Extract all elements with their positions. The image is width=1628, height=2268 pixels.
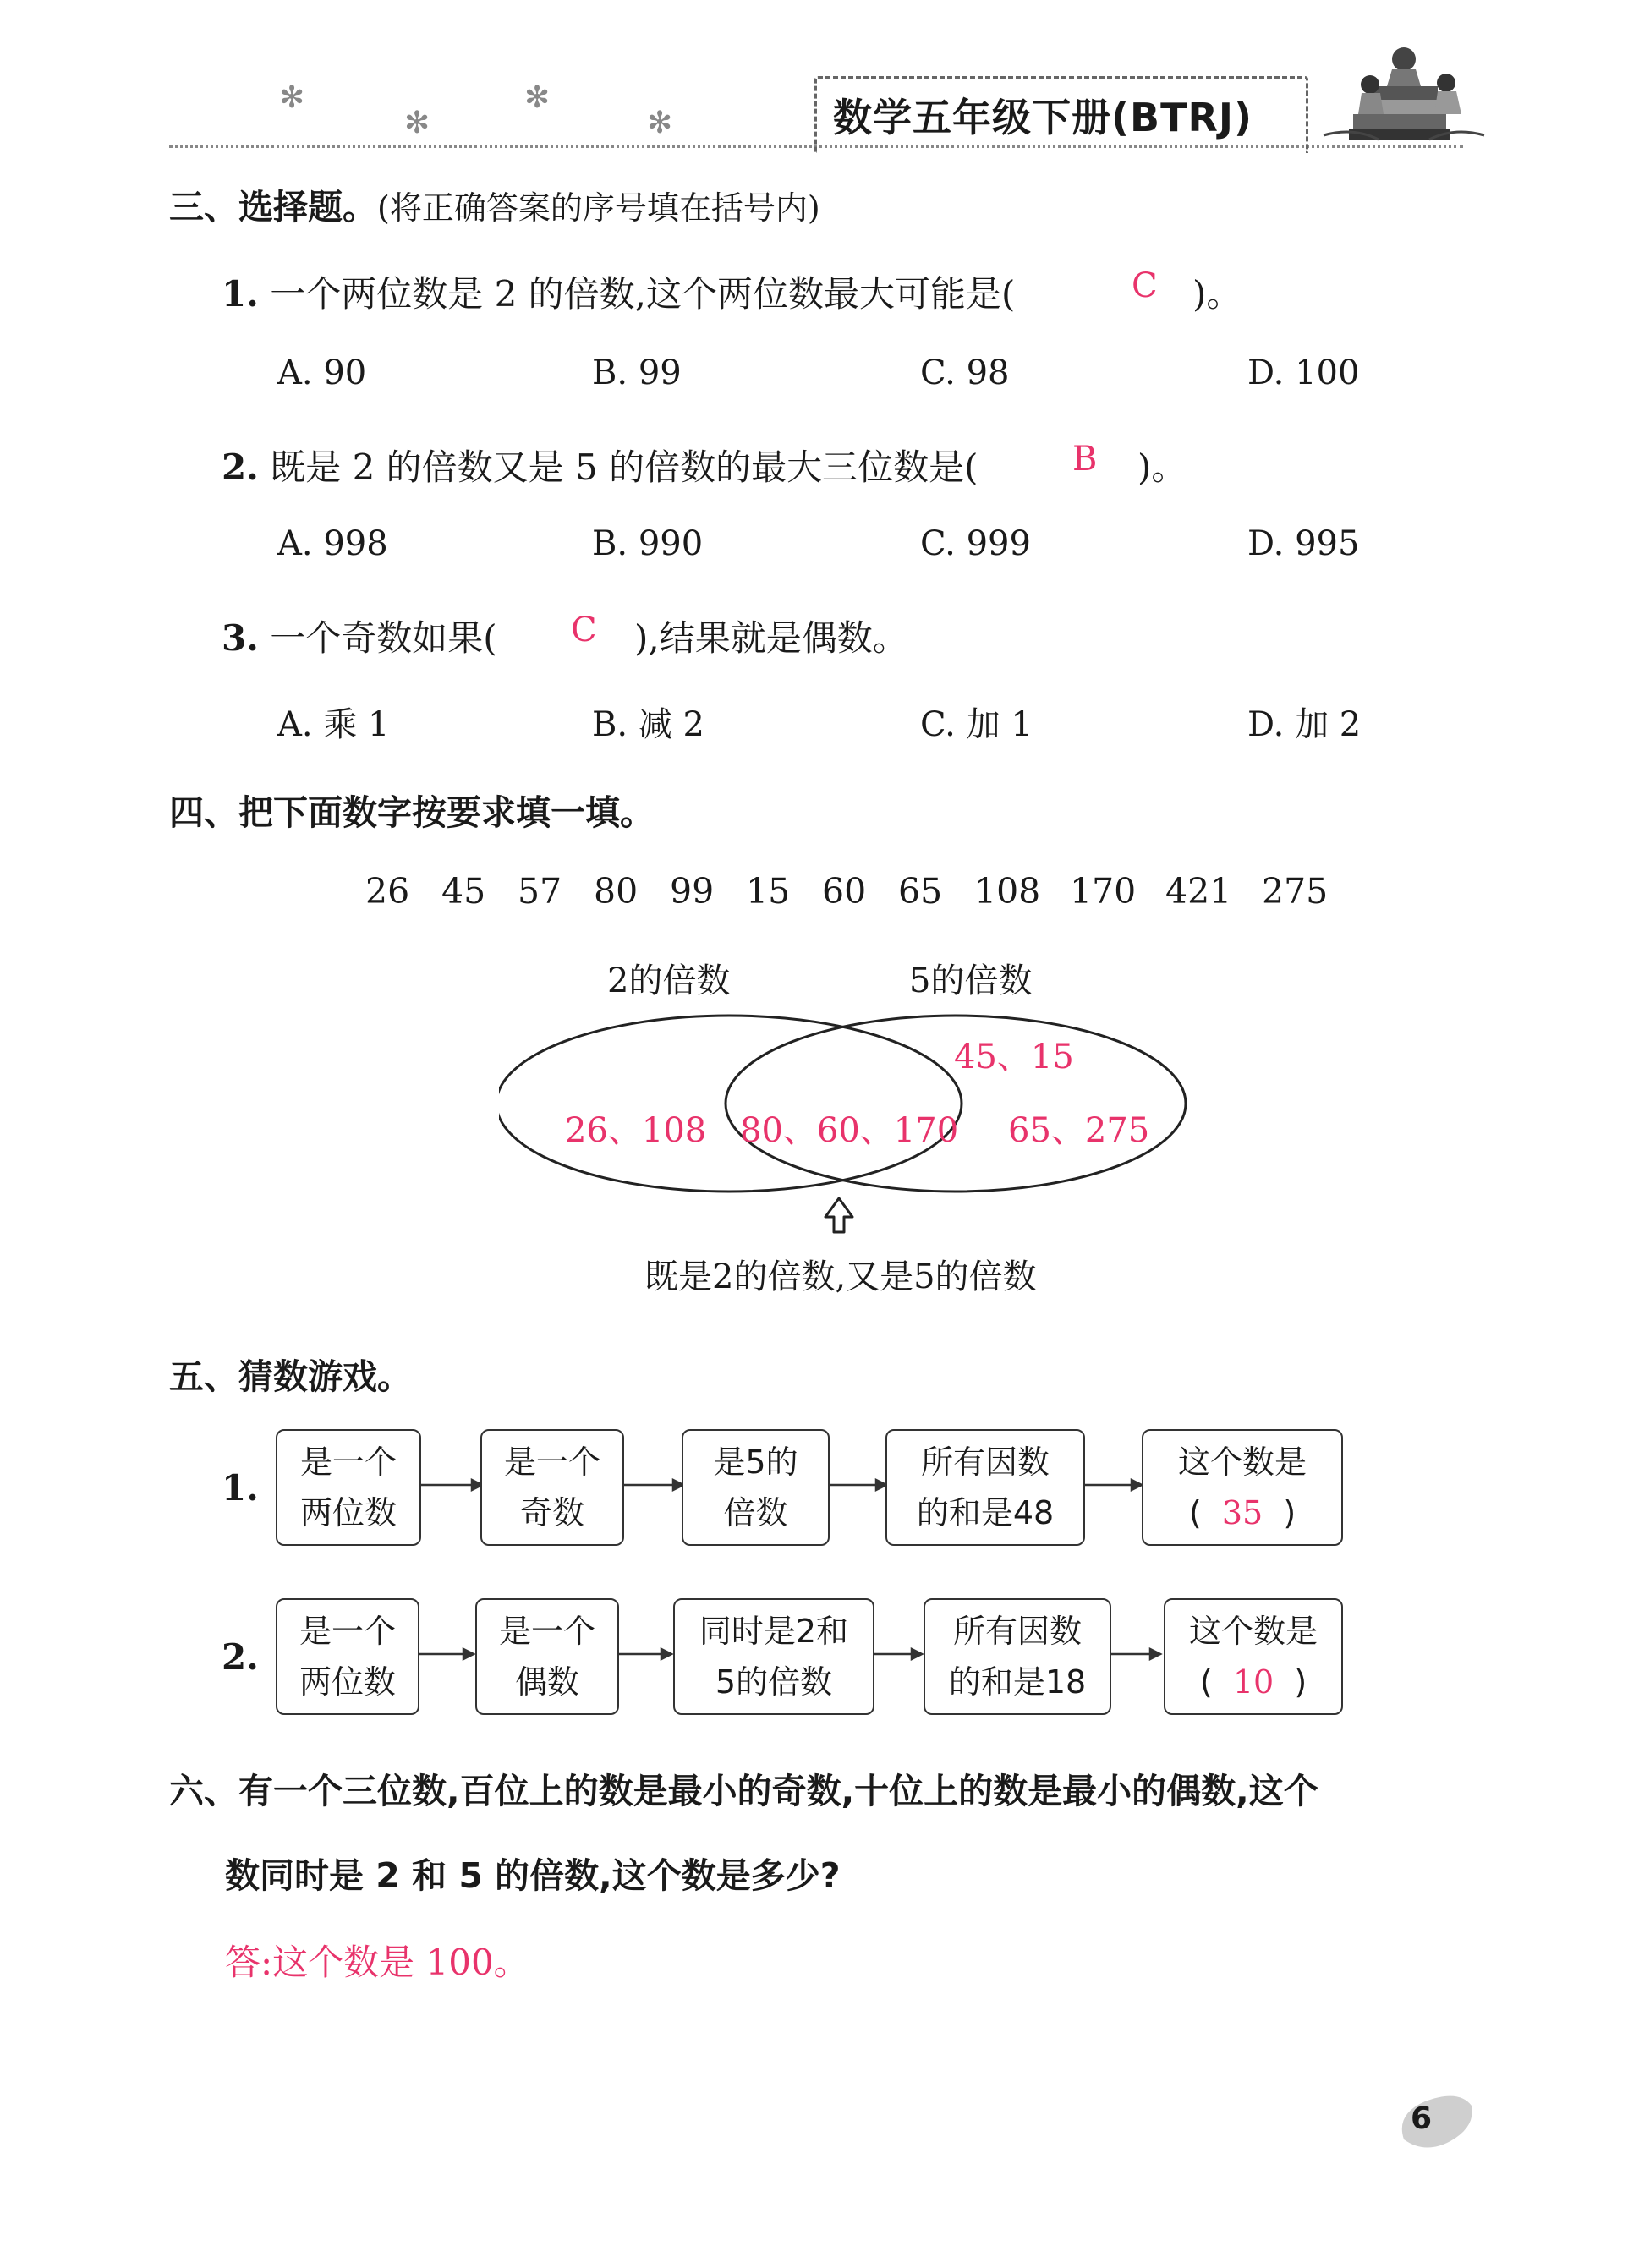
venn-both-values: 80、60、170 (740, 1111, 959, 1150)
question-text: 一个奇数如果( (270, 617, 497, 659)
flow-box (276, 1598, 419, 1715)
section6-line2: 数同时是 2 和 5 的倍数,这个数是多少? (225, 1855, 841, 1896)
number-item: 15 (746, 871, 791, 912)
snowflake-icon: ✻ (524, 80, 551, 115)
flow-answer: 10 (1232, 1663, 1274, 1701)
venn-left-label: 2的倍数 (607, 961, 731, 1000)
number-item: 65 (898, 871, 943, 912)
venn-right-top-values: 45、15 (954, 1038, 1074, 1076)
section3-title: 三、选择题。 (169, 187, 377, 227)
option-a: A. 998 (277, 524, 388, 563)
option-d: D. 995 (1247, 524, 1360, 563)
flow-box (885, 1429, 1085, 1546)
flow-box-line: 同时是2和 (699, 1613, 849, 1650)
option-b: B. 990 (592, 524, 704, 563)
flow-box-line: 这个数是 (1177, 1444, 1307, 1481)
flow-box-line: 的和是48 (916, 1494, 1055, 1531)
flow-row-number: 2. (222, 1636, 259, 1678)
flow-box-line: 偶数 (514, 1663, 579, 1701)
number-item: 170 (1070, 871, 1137, 912)
section6-answer: 答:这个数是 100。 (225, 1942, 529, 1983)
flow-result-line: ( 35 ) (1188, 1494, 1296, 1531)
section4-title: 四、把下面数字按要求填一填。 (169, 792, 655, 833)
option-a: A. 乘 1 (277, 705, 390, 744)
flow-box-line: 倍数 (723, 1494, 788, 1531)
flow-box (480, 1429, 624, 1546)
question-2 (222, 440, 978, 490)
flow-box-line: 是一个 (498, 1613, 595, 1650)
flow-box (475, 1598, 619, 1715)
flow-answer: 35 (1221, 1494, 1263, 1531)
flow-result-line: ( 10 ) (1199, 1663, 1307, 1701)
page-number-badge (1391, 2089, 1476, 2156)
snowflake-icon: ✻ (647, 106, 673, 140)
venn-arrow-caption: 既是2的倍数,又是5的倍数 (644, 1257, 1037, 1296)
option-d: D. 100 (1247, 353, 1360, 392)
question-close: ),结果就是偶数。 (634, 617, 908, 659)
option-c: C. 加 1 (920, 705, 1033, 744)
venn-right-only-values: 65、275 (1008, 1111, 1150, 1150)
number-item: 26 (365, 871, 410, 912)
flow-box-line: 5的倍数 (715, 1663, 833, 1701)
option-c: C. 98 (920, 353, 1010, 392)
question-close: )。 (1137, 446, 1187, 488)
book-title: 数学五年级下册(BTRJ) (833, 95, 1253, 140)
page-number: 6 (1411, 2101, 1433, 2136)
venn-left-only-values: 26、108 (565, 1111, 707, 1150)
question-number: 3. (222, 617, 259, 659)
question-1 (222, 266, 1015, 317)
section5-title: 五、猜数游戏。 (169, 1356, 412, 1397)
number-item: 421 (1165, 871, 1232, 912)
snowflake-icon: ✻ (404, 106, 430, 140)
flow-box-line: 所有因数 (952, 1613, 1082, 1650)
question-3 (222, 611, 497, 661)
answer-3: C (571, 611, 597, 649)
flow-box-line: 奇数 (519, 1494, 584, 1531)
number-item: 80 (594, 871, 639, 912)
question-text: 一个两位数是 2 的倍数,这个两位数最大可能是( (270, 273, 1016, 315)
section3-heading (169, 179, 820, 229)
flow-result-box (1142, 1429, 1343, 1546)
option-b: B. 99 (592, 353, 682, 392)
number-item: 60 (822, 871, 867, 912)
flow-box (682, 1429, 830, 1546)
question-number: 2. (222, 446, 259, 488)
number-item: 99 (670, 871, 715, 912)
flow-row-number: 1. (222, 1467, 259, 1509)
flow-box-line: 这个数是 (1188, 1613, 1318, 1650)
flow-box-line: 是5的 (713, 1444, 798, 1481)
section3-note: (将正确答案的序号填在括号内) (377, 189, 820, 227)
flow-box-line: 所有因数 (920, 1444, 1050, 1481)
reading-children-icon (1319, 34, 1488, 152)
flow-box-line: 是一个 (299, 1613, 396, 1650)
section6-line1: 六、有一个三位数,百位上的数是最小的奇数,十位上的数是最小的偶数,这个 (169, 1771, 1318, 1811)
question-close: )。 (1192, 273, 1242, 315)
up-arrow-icon (825, 1198, 852, 1232)
flow-result-box (1164, 1598, 1343, 1715)
option-a: A. 90 (277, 353, 367, 392)
flow-box-line: 的和是18 (948, 1663, 1087, 1701)
flow-box-line: 是一个 (503, 1444, 600, 1481)
question-number: 1. (222, 273, 259, 315)
option-c: C. 999 (920, 524, 1031, 563)
snowflake-icon: ✻ (279, 80, 305, 115)
question-text: 既是 2 的倍数又是 5 的倍数的最大三位数是( (270, 446, 978, 488)
option-b: B. 减 2 (592, 705, 704, 744)
number-item: 57 (518, 871, 562, 912)
flow-box (276, 1429, 421, 1546)
flow-box (673, 1598, 874, 1715)
answer-1: C (1132, 266, 1158, 305)
number-item: 45 (441, 871, 486, 912)
number-item: 108 (974, 871, 1041, 912)
answer-2: B (1072, 440, 1098, 479)
number-item: 275 (1262, 871, 1329, 912)
venn-right-label: 5的倍数 (909, 961, 1033, 1000)
flow-box-line: 两位数 (299, 1663, 396, 1701)
option-d: D. 加 2 (1247, 705, 1362, 744)
flow-box-line: 是一个 (299, 1444, 397, 1481)
flow-box-line: 两位数 (299, 1494, 397, 1531)
flow-box (924, 1598, 1111, 1715)
